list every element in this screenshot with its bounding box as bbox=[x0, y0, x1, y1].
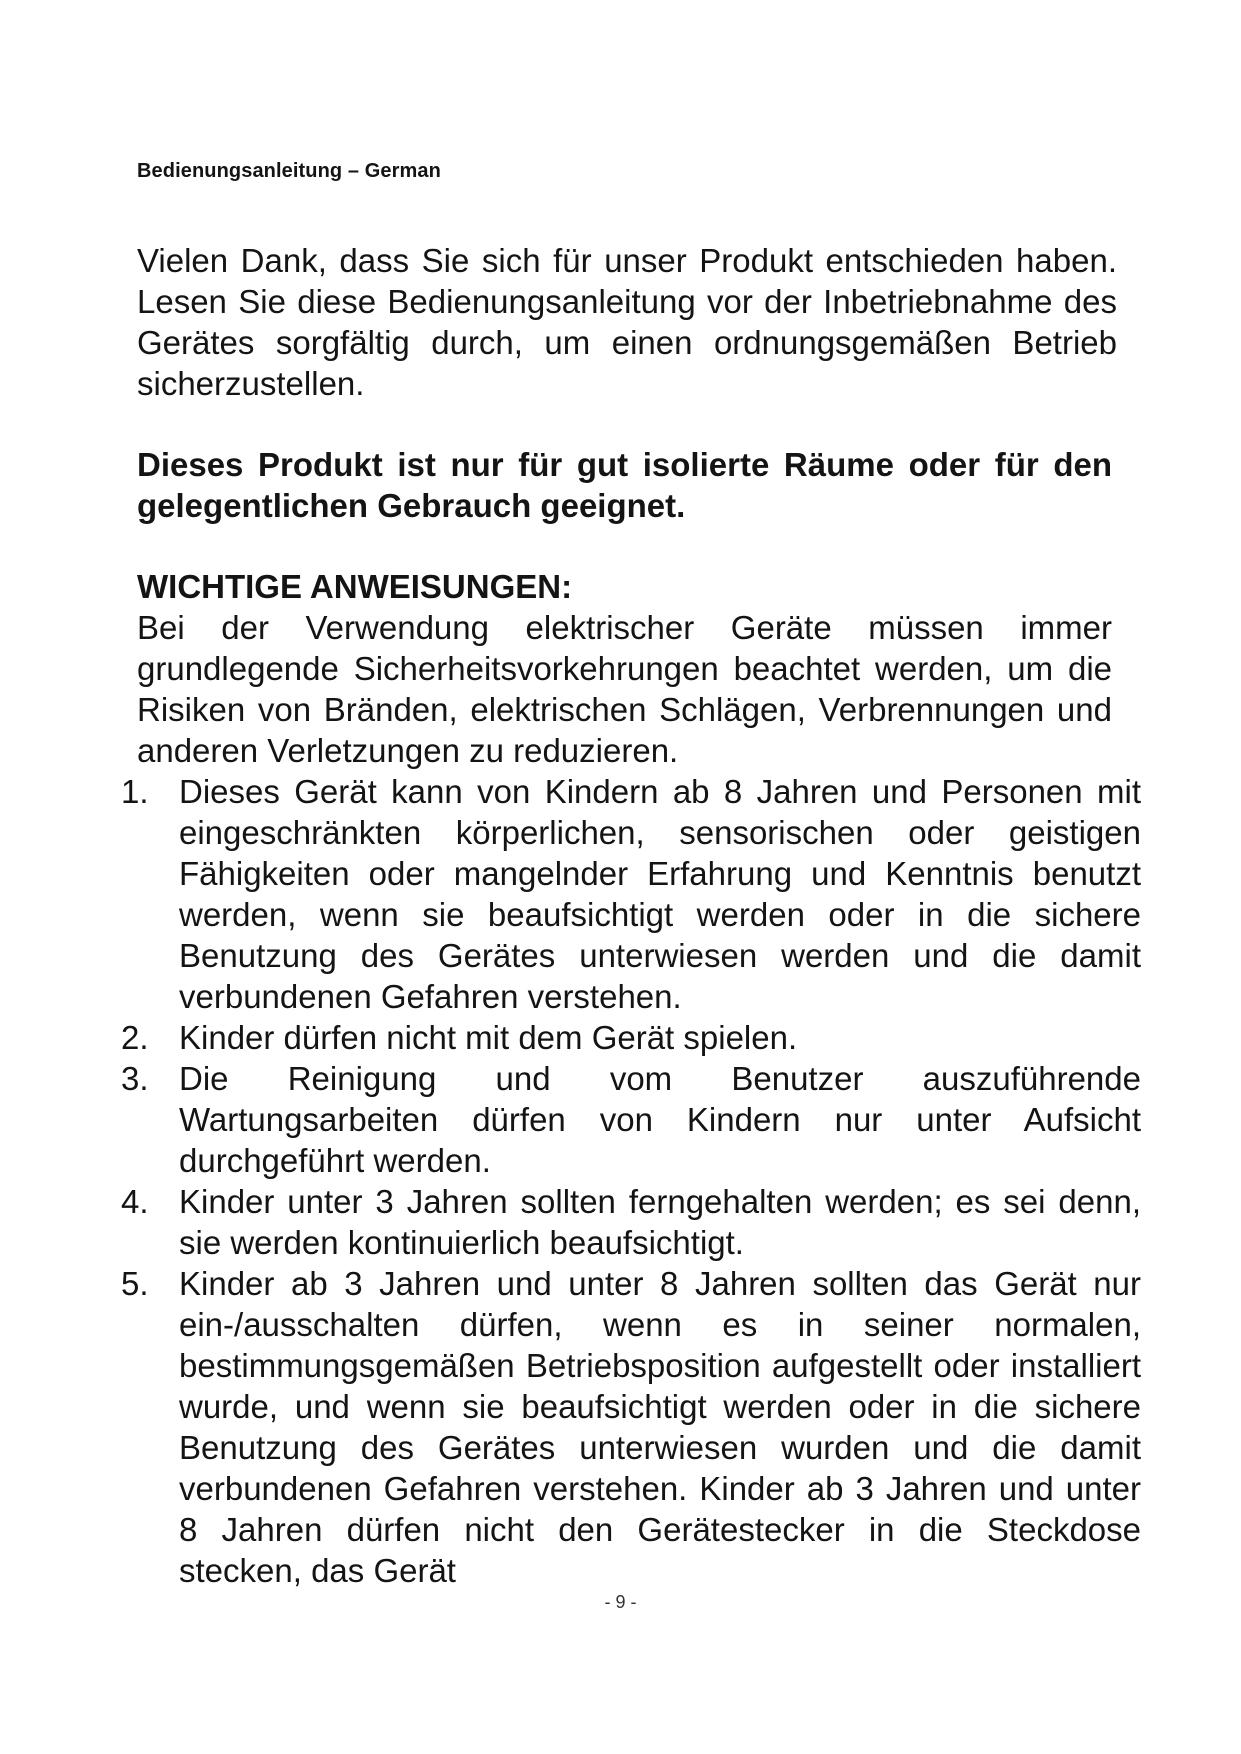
list-item-text: Dieses Gerät kann von Kindern ab 8 Jahren und Personen mit eingeschränkten körperlichen, sensorischen oder geistigen Fähigkeiten oder mangelnder Erfahrung und Kenntnis benutzt werden, wenn sie beaufsichtigt werden oder in die sichere Benutzung des Gerätes unterwiesen werden und die damit verbundenen Gefahren verstehen. bbox=[179, 773, 1141, 1015]
list-item-text: Kinder ab 3 Jahren und unter 8 Jahren sollten das Gerät nur ein-/ausschalten dürfen, wenn es in seiner normalen, bestimmungsgemäßen Betriebsposition aufgestellt oder installiert wurde, und wenn sie beaufsichtigt werden oder in die sichere Benutzung des Gerätes unterwiesen wurden und die damit verbundenen Gefahren verstehen. Kinder ab 3 Jahren und unter 8 Jahren dürfen nicht den Gerätestecker in die Steckdose stecken, das Gerät bbox=[179, 1265, 1141, 1589]
page-number: - 9 - bbox=[604, 1592, 637, 1612]
list-item-text: Kinder unter 3 Jahren sollten ferngehalten werden; es sei denn, sie werden kontinuierlich beaufsichtigt. bbox=[179, 1183, 1141, 1261]
suitability-notice: Dieses Produkt ist nur für gut isolierte Räume oder für den gelegentlichen Gebrauch geeignet. bbox=[137, 446, 1112, 524]
warnings-intro-paragraph: Bei der Verwendung elektrischer Geräte müssen immer grundlegende Sicherheitsvorkehrungen beachtet werden, um die Risiken von Bränden, elektrischen Schlägen, Verbrennungen und anderen Verletzungen zu reduzieren. bbox=[137, 609, 1112, 769]
intro-paragraph: Vielen Dank, dass Sie sich für unser Produkt entschieden haben. Lesen Sie diese Bedienungsanleitung vor der Inbetriebnahme des Gerätes sorgfältig durch, um einen ordnungsgemäßen Betrieb sicherzustellen. bbox=[137, 242, 1117, 402]
list-item bbox=[121, 1181, 1141, 1263]
list-item-text: Die Reinigung und vom Benutzer auszuführende Wartungsarbeiten dürfen von Kindern nur unter Aufsicht durchgeführt werden. bbox=[179, 1060, 1141, 1179]
page-content bbox=[121, 240, 1141, 1591]
section-heading: WICHTIGE ANWEISUNGEN: bbox=[137, 568, 573, 605]
list-item bbox=[121, 1058, 1141, 1181]
running-header: Bedienungsanleitung – German bbox=[137, 160, 441, 182]
list-item-number: 2. bbox=[121, 1019, 149, 1056]
list-item bbox=[121, 1263, 1141, 1591]
list-item-text: Kinder dürfen nicht mit dem Gerät spielen. bbox=[179, 1019, 798, 1056]
list-item-number: 4. bbox=[121, 1183, 149, 1220]
list-item bbox=[121, 1017, 1141, 1058]
list-item-number: 1. bbox=[121, 773, 149, 810]
list-item-number: 3. bbox=[121, 1060, 149, 1097]
list-item-number: 5. bbox=[121, 1265, 149, 1302]
instructions-list bbox=[121, 771, 1141, 1591]
list-item bbox=[121, 771, 1141, 1017]
